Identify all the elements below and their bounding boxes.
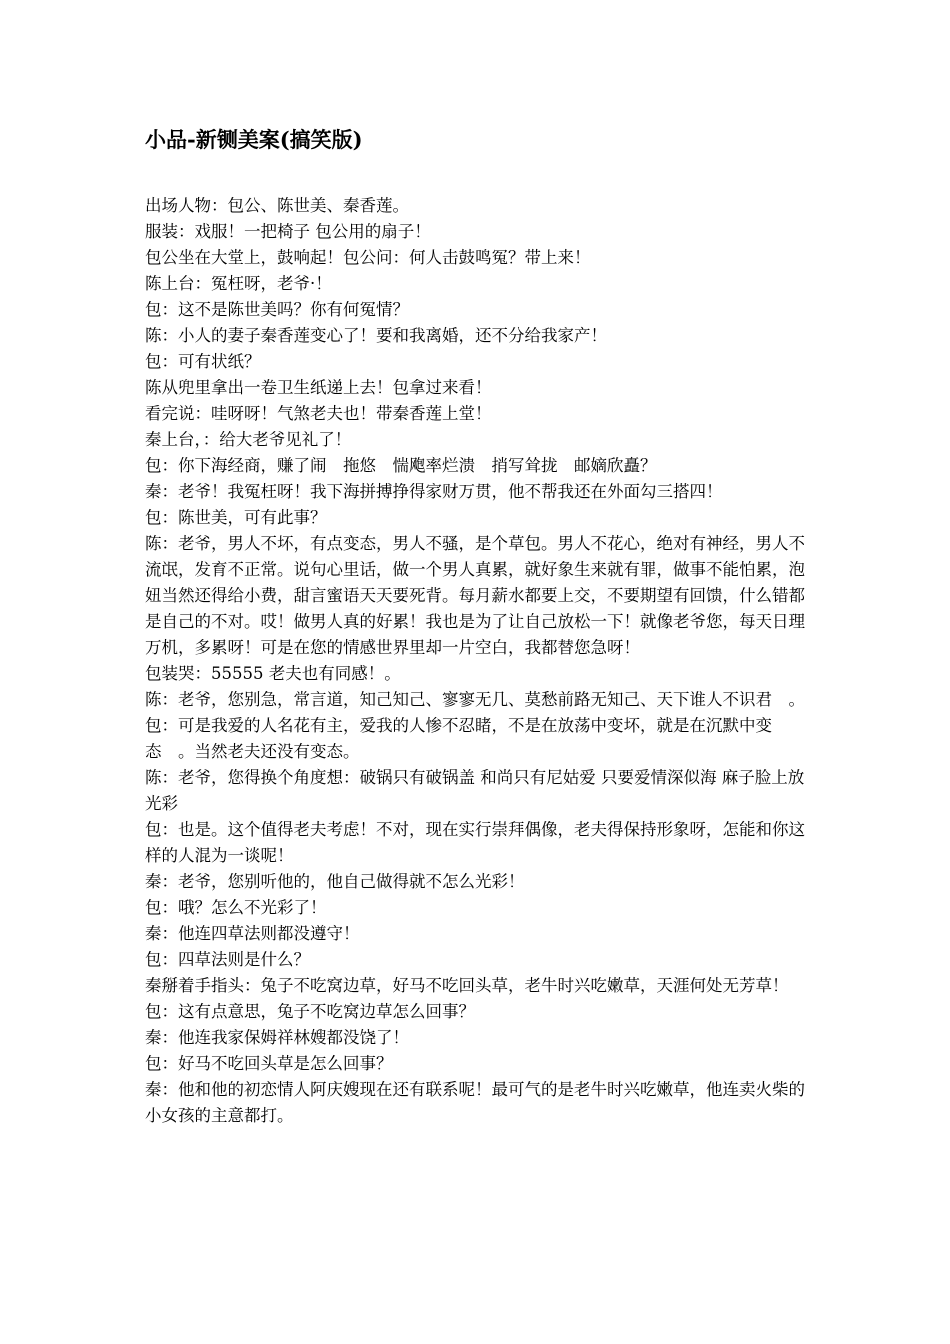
script-line: 陈：老爷，您得换个角度想：破锅只有破锅盖 和尚只有尼姑爱 只要爱情深似海 麻子脸上放光彩 [145,768,805,813]
script-line: 秦：他连四草法则都没遵守！ [145,924,360,943]
script-line: 包：可是我爱的人名花有主，爱我的人惨不忍睹，不是在放荡中变坏，就是在沉默中变态 。当然老夫还没有变态。 [145,716,772,761]
script-line: 包：也是。这个值得老夫考虑！不对，现在实行崇拜偶像，老夫得保持形象呀，怎能和你这样的人混为一谈呢！ [145,820,805,865]
script-line: 陈从兜里拿出一卷卫生纸递上去！包拿过来看！ [145,378,492,397]
script-line: 包：好马不吃回头草是怎么回事？ [145,1054,393,1073]
script-line: 包：可有状纸？ [145,352,261,371]
script-line: 秦：他和他的初恋情人阿庆嫂现在还有联系呢！最可气的是老牛时兴吃嫩草，他连卖火柴的小女孩的主意都打。 [145,1080,805,1125]
script-line: 包：四草法则是什么？ [145,950,310,969]
script-line: 包：哦？怎么不光彩了！ [145,898,327,917]
document-title: 小品-新铡美案(搞笑版) [145,127,363,152]
script-line: 出场人物：包公、陈世美、秦香莲。 [145,196,409,215]
script-line: 包：这不是陈世美吗？你有何冤情？ [145,300,409,319]
document-page [145,0,810,1344]
script-line: 包公坐在大堂上，鼓响起！包公问：何人击鼓鸣冤？带上来！ [145,248,591,267]
script-line: 陈上台：冤枉呀，老爷·！ [145,274,332,293]
script-line: 陈：老爷，您别急，常言道，知己知己、寥寥无几、莫愁前路无知己、天下谁人不识君 。 [145,690,805,709]
script-line: 秦：他连我家保姆祥林嫂都没饶了！ [145,1028,409,1047]
script-line: 秦掰着手指头：兔子不吃窝边草，好马不吃回头草，老牛时兴吃嫩草，天涯何处无芳草！ [145,976,789,995]
script-line: 秦：老爷，您别听他的，他自己做得就不怎么光彩！ [145,872,525,891]
script-line: 陈：小人的妻子秦香莲变心了！要和我离婚，还不分给我家产！ [145,326,607,345]
script-line: 服装：戏服！一把椅子 包公用的扇子！ [145,222,431,241]
script-line: 秦：老爷！我冤枉呀！我下海拼搏挣得家财万贯，他不帮我还在外面勾三搭四！ [145,482,723,501]
document-body [145,193,810,1129]
script-line: 包：陈世美，可有此事？ [145,508,327,527]
script-line: 包：这有点意思，兔子不吃窝边草怎么回事？ [145,1002,475,1021]
script-line: 秦上台，：给大老爷见礼了！ [145,430,352,449]
script-line: 包装哭：55555 老夫也有同感！。 [145,664,401,683]
script-line: 陈：老爷，男人不坏，有点变态，男人不骚，是个草包。男人不花心，绝对有神经，男人不流氓，发育不正常。说句心里话，做一个男人真累，就好象生来就有罪，做事不能怕累，泡妞当然还得给小费，甜言蜜语天天要死背。每月薪水都要上交，不要期望有回馈，什么错都是自己的不对。哎！做男人真的好累！我也是为了让自己放松一下！就像老爷您，每天日理万机，多累呀！可是在您的情感世界里却一片空白，我都替您急呀！ [145,534,805,657]
script-line: 看完说：哇呀呀！气煞老夫也！带秦香莲上堂！ [145,404,492,423]
script-line: 包：你下海经商，赚了闹 拖悠 惴飑率烂溃 捎写耸拢 邮嫡欣矗？ [145,456,657,475]
